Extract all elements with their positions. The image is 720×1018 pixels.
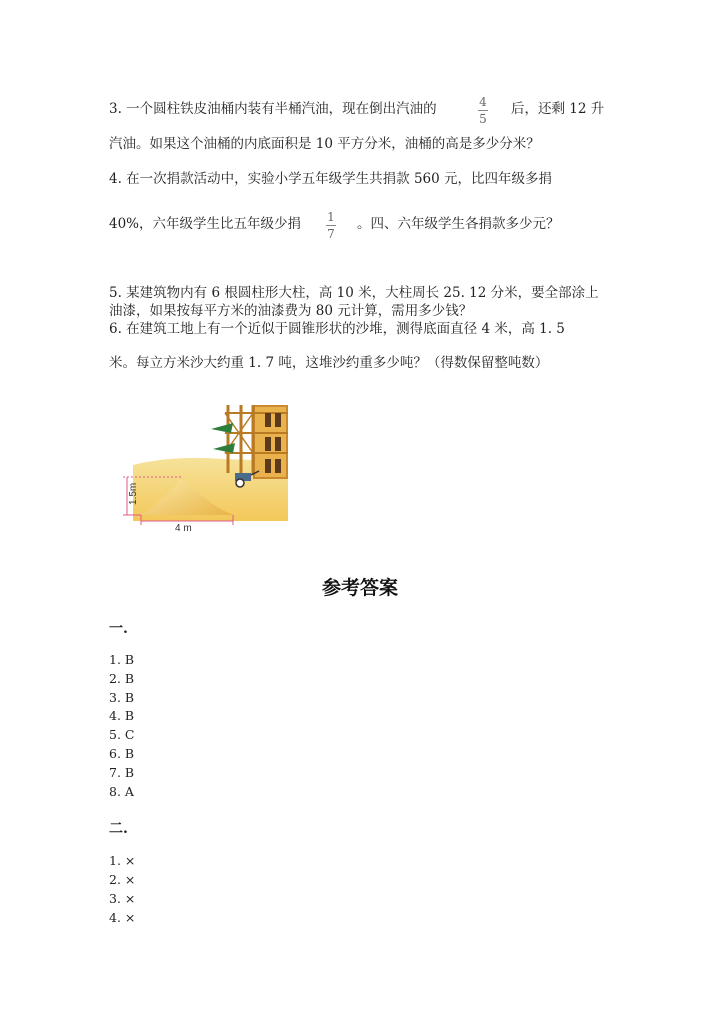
answer-item: 7. B [109,765,135,780]
fraction-bar [326,225,336,226]
answer-item: 6. B [109,746,135,761]
q4-fraction-denominator: 7 [327,227,335,241]
answer-item: 5. C [109,727,135,742]
q3-line2: 汽油。如果这个油桶的内底面积是 10 平方分米，油桶的高是多少分米？ [109,136,540,152]
answer-item: 2. B [109,671,135,686]
q3-fraction-denominator: 5 [479,112,487,126]
section-two-label: 二. [109,821,128,837]
q5-line2: 油漆，如果按每平方米的油漆费为 80 元计算，需用多少钱？ [109,303,473,319]
q3-fraction-numerator: 4 [479,95,487,109]
answer-item: 8. A [109,784,134,799]
q3-fraction [478,95,488,126]
q5-line1: 5. 某建筑物内有 6 根圆柱形大柱，高 10 米，大柱周长 25. 12 分米，要全部涂上 [109,285,599,301]
answer-item: 2. × [109,872,136,887]
section-one-label: 一. [109,621,128,637]
q4-line2-a: 40%，六年级学生比五年级少捐 [109,216,302,232]
answer-item: 3. × [109,891,136,906]
q6-line2: 米。每立方米沙大约重 1. 7 吨，这堆沙约重多少吨？（得数保留整吨数） [109,355,549,371]
answer-key-title: 参考答案 [321,577,398,599]
answer-item: 1. × [109,853,136,868]
height-label: 1.5m [128,482,139,505]
sand-pile-illustration [113,403,293,533]
q4-line2-b: 。四、六年级学生各捐款多少元？ [357,216,560,232]
q4-fraction [326,210,336,241]
q3-line1-a: 3. 一个圆柱铁皮油桶内装有半桶汽油，现在倒出汽油的 [109,101,437,117]
diameter-label: 4 m [175,523,192,533]
answer-item: 3. B [109,690,135,705]
answer-item: 4. B [109,708,135,723]
q4-line1: 4. 在一次捐款活动中，实验小学五年级学生共捐款 560 元，比四年级多捐 [109,171,553,187]
q4-fraction-numerator: 1 [327,210,335,224]
answer-item: 4. × [109,910,136,925]
answer-item: 1. B [109,652,135,667]
sand-pile-figure [113,403,293,533]
fraction-bar [478,110,488,111]
q6-line1: 6. 在建筑工地上有一个近似于圆锥形状的沙堆，测得底面直径 4 米，高 1. 5 [109,321,565,337]
q3-line1-b: 后，还剩 12 升 [511,101,605,117]
